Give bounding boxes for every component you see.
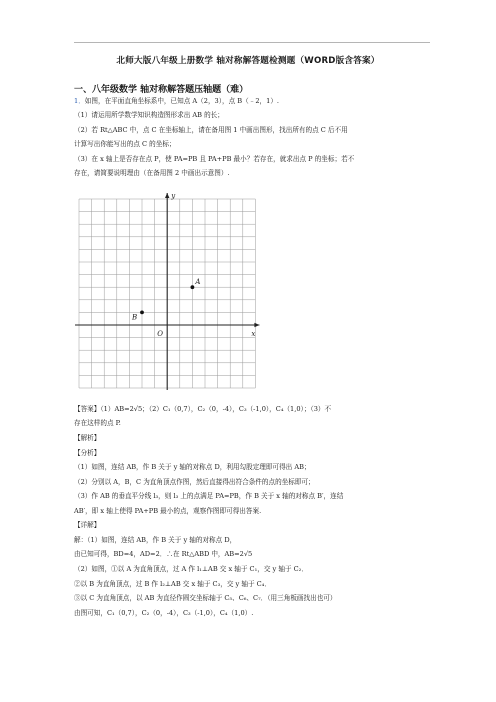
x-axis-arrow <box>254 323 259 327</box>
detail-line-3: （2）如图，①以 A 为直角顶点，过 A 作 l₁⊥AB 交 x 轴于 C₁，交 y 轴于 C₂． <box>74 565 308 573</box>
detail-line-2: 由已知可得，BD=4，AD=2．∴在 Rt△ABD 中，AB=2√5 <box>74 550 253 558</box>
question-part2-line2: 计算写出你能写出的点 C 的坐标； <box>74 140 176 148</box>
fenxi-line-1: （1）如图，连结 AB，作 B 关于 y 轴的对称点 D，利用勾股定理即可得出 AB； <box>74 463 311 471</box>
page-title: 北师大版八年级上册数学 轴对称解答题检测题（WORD版含答案） <box>116 56 380 66</box>
detail-line-5: ③以 C 为直角顶点，以 AB 为直径作圆交坐标轴于 C₅、C₆、C₇．（用三角板画找出也可） <box>74 594 337 602</box>
question-part1: （1）请运用所学数学知识构造图形求出 AB 的长； <box>74 111 224 119</box>
point-a-dot <box>191 285 195 289</box>
fenxi-label: 【分析】 <box>74 449 101 457</box>
point-b-dot <box>140 311 144 315</box>
answer-label: 【答案】 <box>74 405 101 413</box>
detail-line-1: 解：（1）如图，连结 AB，作 B 关于 y 轴的对称点 D， <box>74 536 237 544</box>
y-axis-label: y <box>171 192 176 200</box>
fenxi-line-3: （3）作 AB 的垂直平分线 l₃，则 l₃ 上的点满足 PA=PB，作 B 关于 x 轴的对称点 B′，连结 <box>74 492 344 500</box>
origin-label: O <box>157 330 163 338</box>
section-heading: 一、八年级数学 轴对称解答题压轴题（难） <box>74 85 249 95</box>
answer-text: （1）AB=2√5；（2）C₁（0,7），C₂（0，-4），C₃（-1,0），C₄（1,0）；（3）不 <box>100 405 332 413</box>
question-stem-text: 如图，在平面直角坐标系中，已知点 A（2，3），点 B（﹣2，1）. <box>84 97 280 105</box>
point-a-label: A <box>195 278 201 287</box>
fenxi-line-2: （2）分别以 A，B，C 为直角顶点作图，然后直接得出符合条件的点的坐标即可； <box>74 478 315 486</box>
question-part3-line2: 存在，请简要说明理由（在备用图 2 中画出示意图）. <box>74 169 230 177</box>
question-part2-line1: （2）若 Rt△ABC 中，点 C 在坐标轴上，请在备用图 1 中画出图形，找出所有的点 C 后不用 <box>74 126 348 134</box>
fenxi-line-4: AB′，即 x 轴上使得 PA+PB 最小的点，观察作图即可得出答案. <box>74 507 262 515</box>
coordinate-axes <box>75 193 259 390</box>
answer-line2: 存在这样的点 P. <box>74 419 121 427</box>
answer-line1 <box>74 405 430 414</box>
detail-line-6: 由图可知，C₁（0,7），C₂（0，-4），C₃（-1,0），C₄（1,0）. <box>74 609 254 617</box>
question-part3-line1: （3）在 x 轴上是否存在点 P，使 PA=PB 且 PA+PB 最小？若存在，就求出点 P 的坐标；若不 <box>74 155 355 163</box>
x-axis-label: x <box>251 330 256 338</box>
question-number: 1． <box>74 97 85 105</box>
detail-label: 【详解】 <box>74 521 101 529</box>
y-axis-arrow <box>165 193 169 198</box>
point-b-label: B <box>132 313 138 322</box>
analysis-label: 【解析】 <box>74 434 101 442</box>
detail-line-4: ②以 B 为直角顶点，过 B 作 l₂⊥AB 交 x 轴于 C₃，交 y 轴于 C₄． <box>74 580 271 588</box>
